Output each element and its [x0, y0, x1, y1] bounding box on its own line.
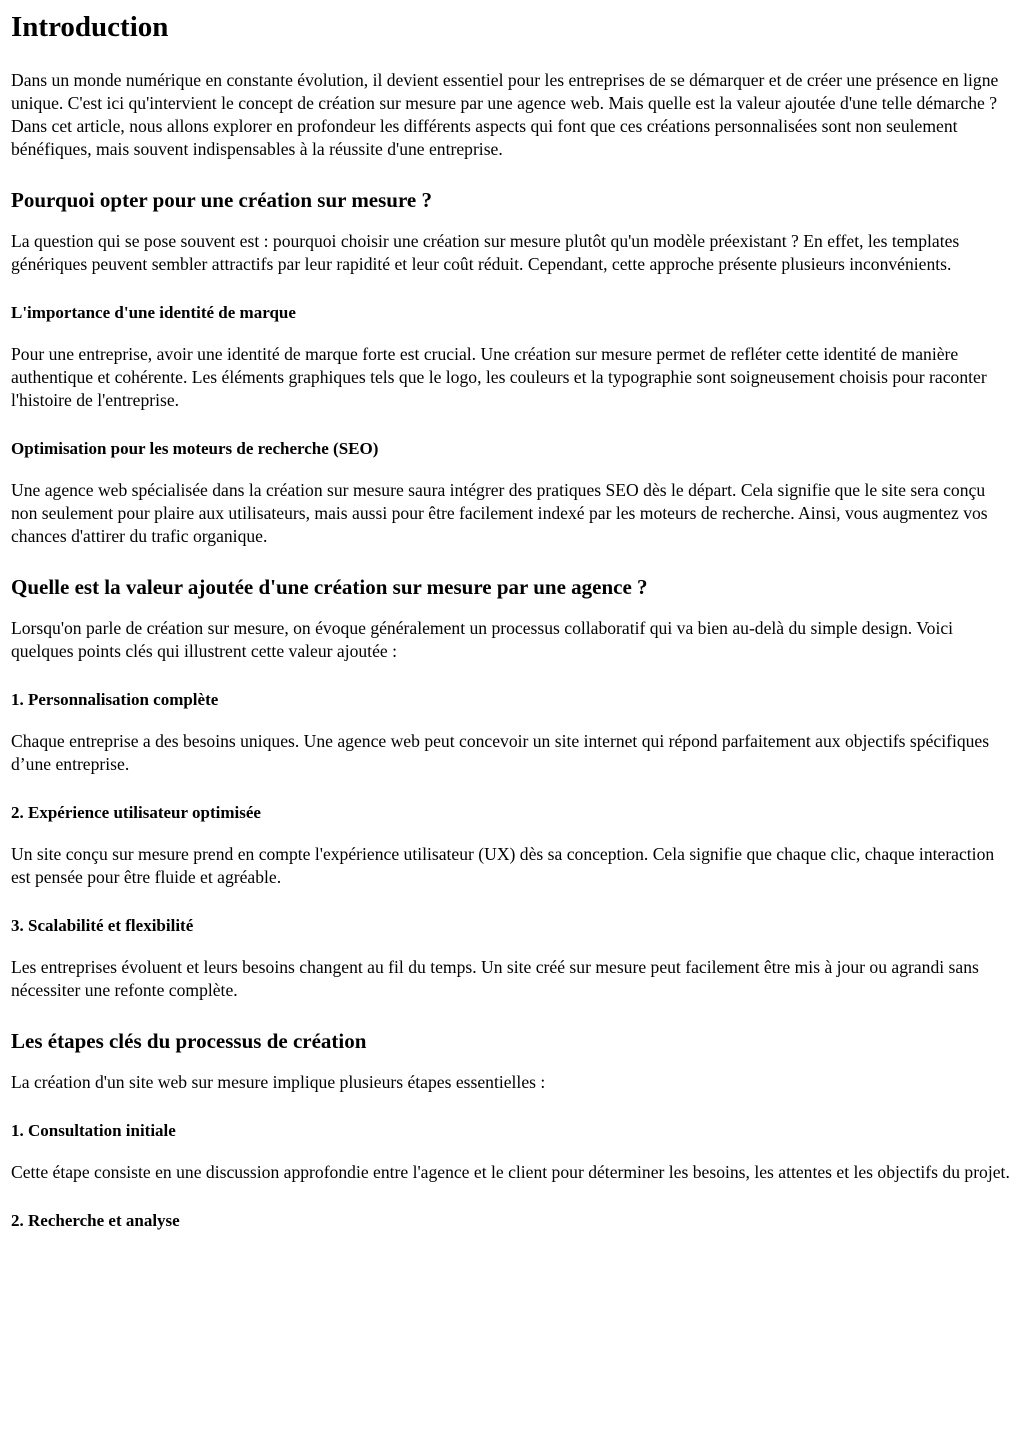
section-paragraph-why-custom: La question qui se pose souvent est : pourquoi choisir une création sur mesure plutôt qu'un modèle préexistant ? En effet, les templates génériques peuvent sembler attractifs par leur rapidité et leur coût réduit. Cependant, cette approche présente plusieurs inconvénients.: [11, 231, 960, 274]
subheading-seo: Optimisation pour les moteurs de recherche (SEO): [11, 439, 379, 458]
article: [0, 9, 1024, 1231]
subheading-personalisation: 1. Personnalisation complète: [11, 690, 219, 709]
section-paragraph-added-value: Lorsqu'on parle de création sur mesure, on évoque généralement un processus collaboratif qui va bien au-delà du simple design. Voici quelques points clés qui illustrent cette valeur ajoutée :: [11, 618, 954, 661]
intro-paragraph: Dans un monde numérique en constante évolution, il devient essentiel pour les entreprises de se démarquer et de créer une présence en ligne unique. C'est ici qu'intervient le concept de création sur mesure par une agence web. Mais quelle est la valeur ajoutée d'une telle démarche ? Dans cet article, nous allons explorer en profondeur les différents aspects qui font que ces créations personnalisées sont non seulement bénéfiques, mais souvent indispensables à la réussite d'une entreprise.: [11, 70, 999, 159]
section-heading-why-custom: Pourquoi opter pour une création sur mesure ?: [11, 188, 432, 212]
subheading-brand-identity: L'importance d'une identité de marque: [11, 303, 296, 322]
subheading-research-analysis: 2. Recherche et analyse: [11, 1211, 180, 1230]
paragraph-seo: Une agence web spécialisée dans la création sur mesure saura intégrer des pratiques SEO dès le départ. Cela signifie que le site sera conçu non seulement pour plaire aux utilisateurs, mais aussi pour être facilement indexé par les moteurs de recherche. Ainsi, vous augmentez vos chances d'attirer du trafic organique.: [11, 480, 988, 546]
subheading-scalability: 3. Scalabilité et flexibilité: [11, 916, 194, 935]
paragraph-personalisation: Chaque entreprise a des besoins uniques. Une agence web peut concevoir un site internet qui répond parfaitement aux objectifs spécifiques d’une entreprise.: [11, 731, 990, 774]
paragraph-scalability: Les entreprises évoluent et leurs besoins changent au fil du temps. Un site créé sur mesure peut facilement être mis à jour ou agrandi sans nécessiter une refonte complète.: [11, 957, 979, 1000]
paragraph-brand-identity: Pour une entreprise, avoir une identité de marque forte est crucial. Une création sur mesure permet de refléter cette identité de manière authentique et cohérente. Les éléments graphiques tels que le logo, les couleurs et la typographie sont soigneusement choisis pour raconter l'histoire de l'entreprise.: [11, 344, 987, 410]
section-heading-added-value: Quelle est la valeur ajoutée d'une création sur mesure par une agence ?: [11, 575, 648, 599]
paragraph-initial-consultation: Cette étape consiste en une discussion approfondie entre l'agence et le client pour déterminer les besoins, les attentes et les objectifs du projet.: [11, 1162, 1010, 1182]
section-paragraph-process-steps: La création d'un site web sur mesure implique plusieurs étapes essentielles :: [11, 1072, 546, 1092]
paragraph-user-experience: Un site conçu sur mesure prend en compte l'expérience utilisateur (UX) dès sa conception. Cela signifie que chaque clic, chaque interaction est pensée pour être fluide et agréable.: [11, 844, 995, 887]
subheading-user-experience: 2. Expérience utilisateur optimisée: [11, 803, 261, 822]
page-title: Introduction: [11, 11, 169, 43]
section-heading-process-steps: Les étapes clés du processus de création: [11, 1029, 367, 1053]
subheading-initial-consultation: 1. Consultation initiale: [11, 1121, 176, 1140]
